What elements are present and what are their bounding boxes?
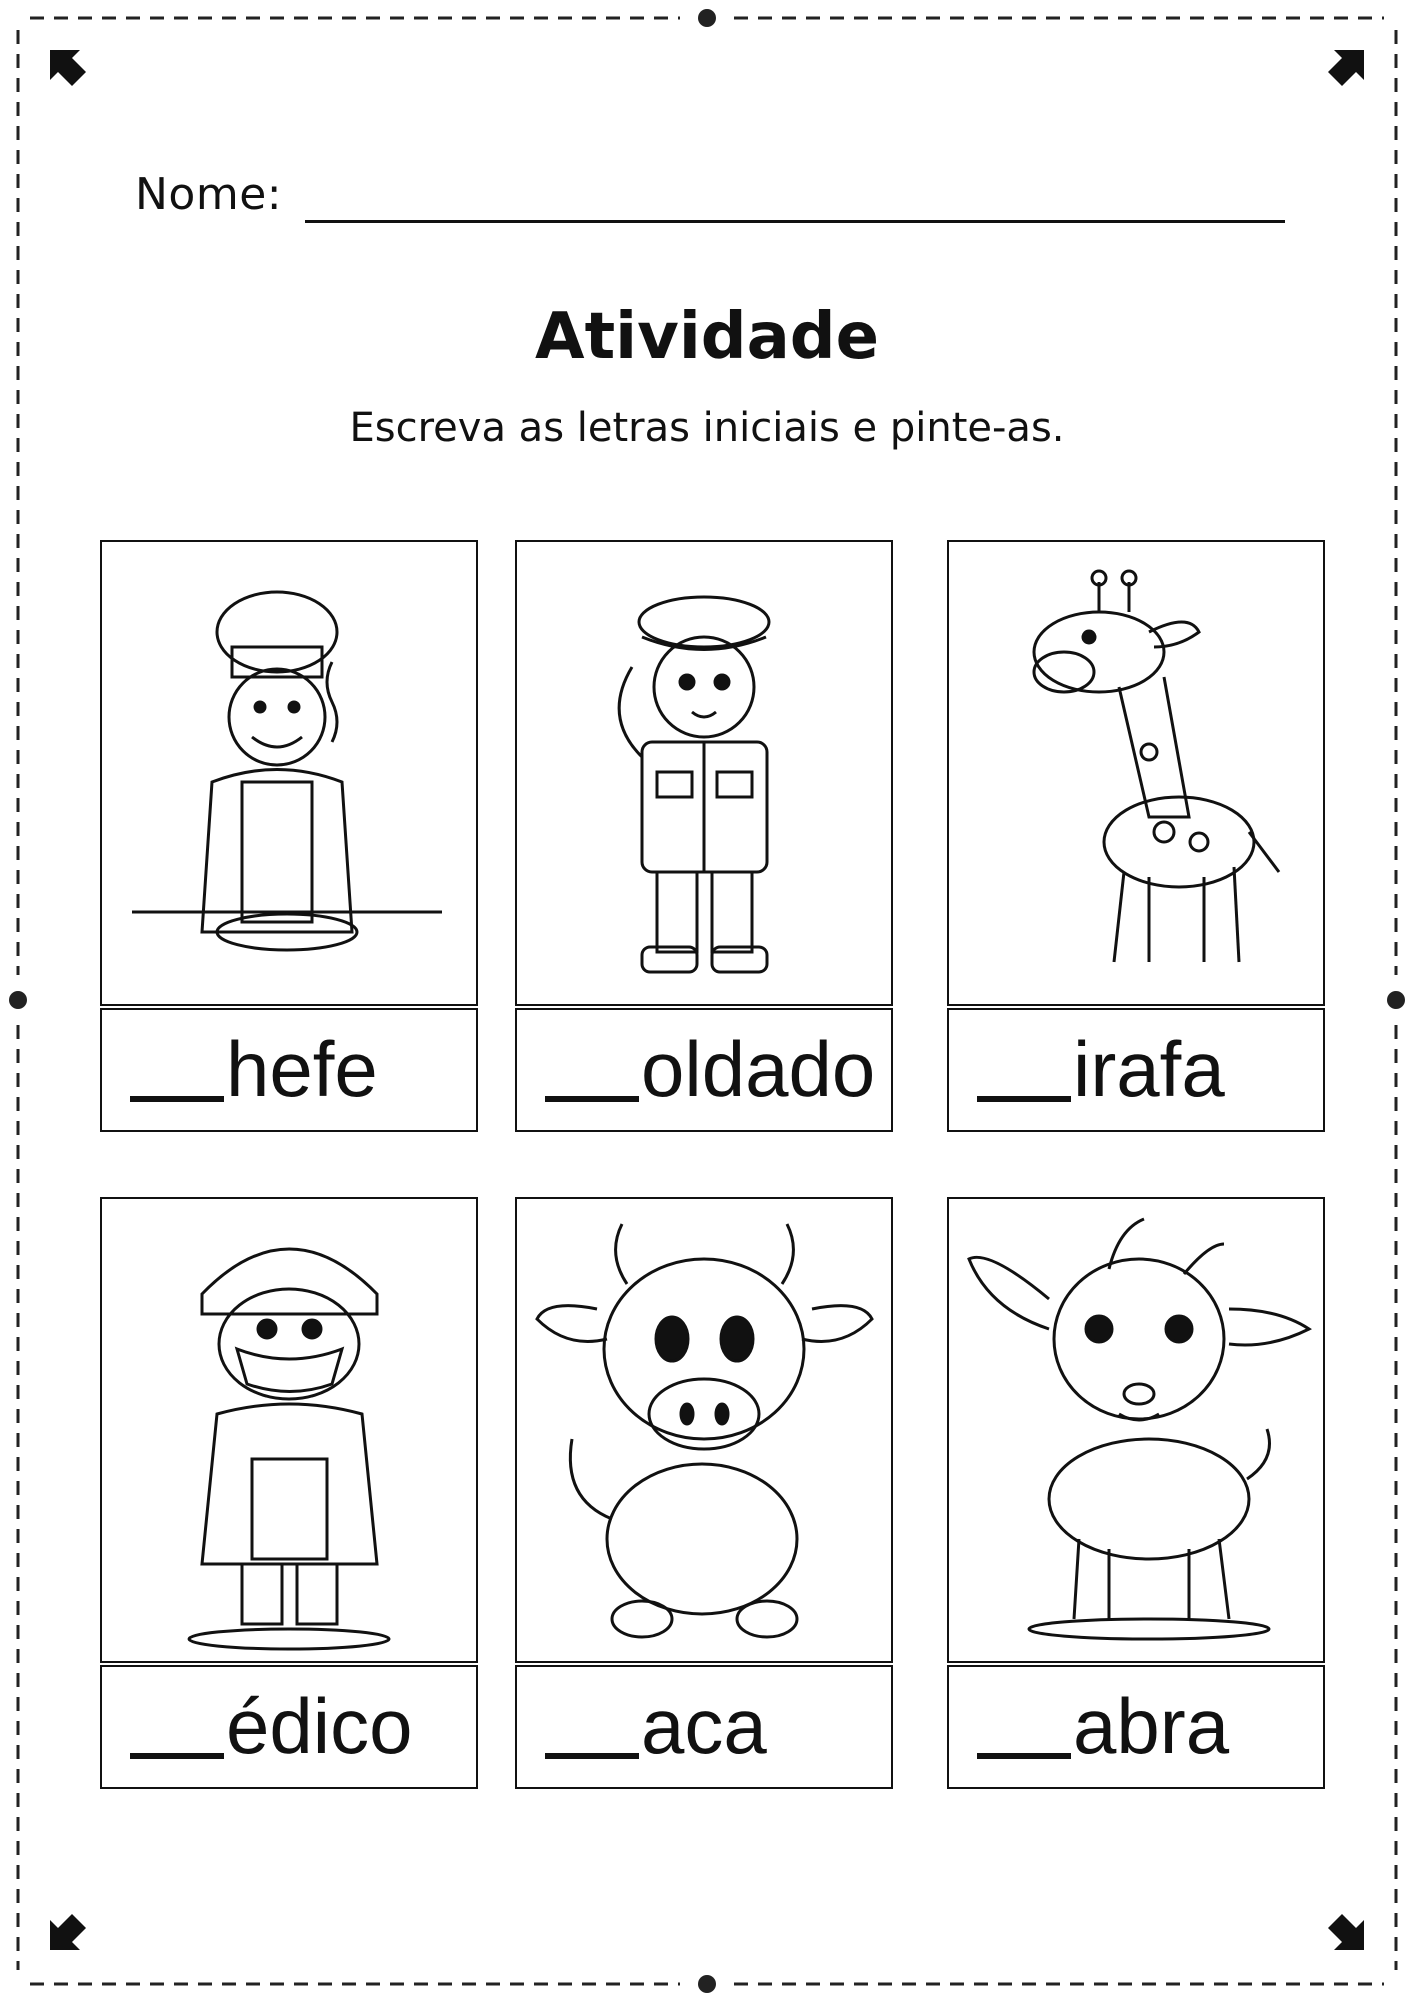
instructions: Escreva as letras iniciais e pinte-as. xyxy=(349,405,1065,451)
page-title: Atividade xyxy=(535,300,879,374)
giraffe-icon xyxy=(947,540,1325,1006)
word-text: abra xyxy=(1073,1682,1230,1770)
word-text: oldado xyxy=(641,1025,876,1113)
word-box[interactable] xyxy=(100,1665,478,1789)
blank-line[interactable] xyxy=(977,1753,1071,1759)
word-text: irafa xyxy=(1073,1025,1225,1113)
name-label: Nome: xyxy=(135,169,283,220)
soldier-icon xyxy=(515,540,893,1006)
doctor-icon xyxy=(100,1197,478,1663)
blank-line[interactable] xyxy=(130,1096,224,1102)
word-text: hefe xyxy=(226,1025,378,1113)
name-row xyxy=(135,165,1285,225)
word-box[interactable] xyxy=(100,1008,478,1132)
goat-icon xyxy=(947,1197,1325,1663)
word-box[interactable] xyxy=(947,1665,1325,1789)
cow-icon xyxy=(515,1197,893,1663)
word-text: aca xyxy=(641,1682,767,1770)
blank-line[interactable] xyxy=(545,1096,639,1102)
word-box[interactable] xyxy=(515,1008,893,1132)
word-text: édico xyxy=(226,1682,413,1770)
name-input-line[interactable] xyxy=(305,220,1285,223)
blank-line[interactable] xyxy=(545,1753,639,1759)
word-box[interactable] xyxy=(515,1665,893,1789)
word-box[interactable] xyxy=(947,1008,1325,1132)
blank-line[interactable] xyxy=(977,1096,1071,1102)
chef-icon xyxy=(100,540,478,1006)
blank-line[interactable] xyxy=(130,1753,224,1759)
